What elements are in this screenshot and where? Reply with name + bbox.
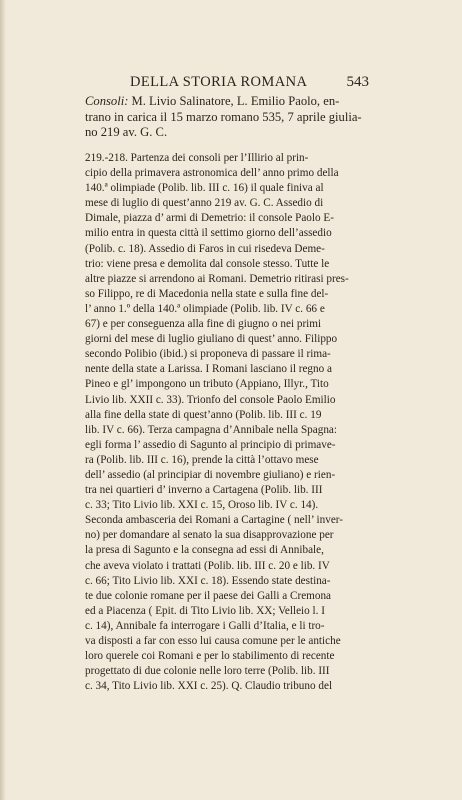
consuls-line: no 219 av. G. C. [85, 125, 168, 139]
text-line: c. 14), Annibale fa interrogare i Galli d’Italia, e li tro- [85, 619, 325, 632]
text-line: egli forma l’ assedio di Sagunto al principio di primave- [85, 438, 336, 451]
text-line: te due colonie romane per il paese dei Galli a Cremona [85, 589, 332, 602]
text-line: lib. IV c. 66). Terza campagna d’Annibale nella Spagna: [85, 423, 337, 436]
text-line: ed a Piacenza ( Epit. di Tito Livio lib. XX; Velleio l. I [85, 604, 325, 617]
text-line: c. 66; Tito Livio lib. XXI c. 18). Essendo state destina- [85, 574, 331, 587]
text-line: altre piazze si arrendono ai Romani. Demetrio ritirasi pres- [85, 272, 349, 285]
text-line: alla fine della state di quest’anno (Polib. lib. III c. 19 [85, 408, 322, 421]
consuls-line [85, 94, 375, 110]
page-gutter-shadow [0, 0, 6, 800]
text-line: 140.ª olimpiade (Polib. lib. III c. 16) il quale finiva al [85, 182, 324, 195]
main-paragraph [85, 151, 375, 694]
text-line: progettato di due colonie nelle loro terre (Polib. lib. III [85, 665, 330, 678]
text-line: nente della state a Larissa. I Romani lasciano il regno a [85, 363, 332, 376]
text-line: giorni del mese di luglio giuliano di quest’ anno. Filippo [85, 333, 338, 346]
text-line: cipio della primavera astronomica dell’ anno primo della [85, 167, 339, 180]
text-line: che aveva violato i trattati (Polib. lib. III c. 20 e lib. IV [85, 559, 330, 572]
running-head: DELLA STORIA ROMANA [130, 74, 308, 90]
text-line: Pineo e gl’ impongono un tributo (Appiano, Illyr., Tito [85, 378, 329, 391]
text-line: ra (Polib. lib. III c. 16), prende la città l’ottavo mese [85, 453, 319, 466]
text-line: (Polib. c. 18). Assedio di Faros in cui risedeva Deme- [85, 242, 325, 255]
text-line: secondo Polibio (ibid.) si proponeva di passare il rima- [85, 348, 331, 361]
text-line: Seconda ambasceria dei Romani a Cartagine ( nell’ inver- [85, 514, 344, 527]
text-line: so Filippo, re di Macedonia nella state e sulla fine del- [85, 287, 329, 300]
text-line: no) per domandare al senato la sua disapprovazione per [85, 529, 334, 542]
text-line: Livio lib. XXII c. 33). Trionfo del console Paolo Emilio [85, 393, 336, 406]
text-line: c. 33; Tito Livio lib. XXI c. 15, Oroso lib. IV c. 14). [85, 499, 319, 512]
text-line: trio: viene presa e demolita dal console stesso. Tutte le [85, 257, 330, 270]
consuls-label: Consoli: [85, 94, 129, 108]
text-line: la presa di Sagunto e la consegna ad essi di Annibale, [85, 544, 324, 557]
text-line: 219.-218. Partenza dei consoli per l’Illirio al prin- [85, 152, 309, 164]
text-line: 67) e per conseguenza alla fine di giugno o nei primi [85, 318, 322, 331]
consuls-paragraph [85, 94, 375, 141]
text-line: va disposti a far con esso lui causa comune per le antiche [85, 635, 341, 647]
text-line: mese di luglio di quest’anno 219 av. G. C. Assedio di [85, 197, 324, 210]
text-line: loro querele coi Romani e per lo stabilimento di recente [85, 650, 335, 663]
text-line: milio entra in questa città il settimo giorno dell’assedio [85, 227, 332, 240]
text-line: c. 34, Tito Livio lib. XXI c. 25). Q. Claudio tribuno del [85, 680, 333, 693]
text-line: l’ anno 1.º della 140.ª olimpiade (Polib. lib. IV c. 66 e [85, 302, 325, 315]
consuls-line: trano in carica il 15 marzo romano 535, 7 aprile giulia- [85, 109, 362, 124]
text-line: tra nei quartieri d’ inverno a Cartagena (Polib. lib. III [85, 484, 323, 497]
page-number: 543 [346, 74, 369, 90]
text-line: Dimale, piazza d’ armi di Demetrio: il console Paolo E- [85, 212, 334, 225]
text-line: dell’ assedio (al principiar di novembre giuliano) e rien- [85, 468, 336, 481]
consuls-text: M. Livio Salinatore, L. Emilio Paolo, en- [131, 94, 340, 108]
